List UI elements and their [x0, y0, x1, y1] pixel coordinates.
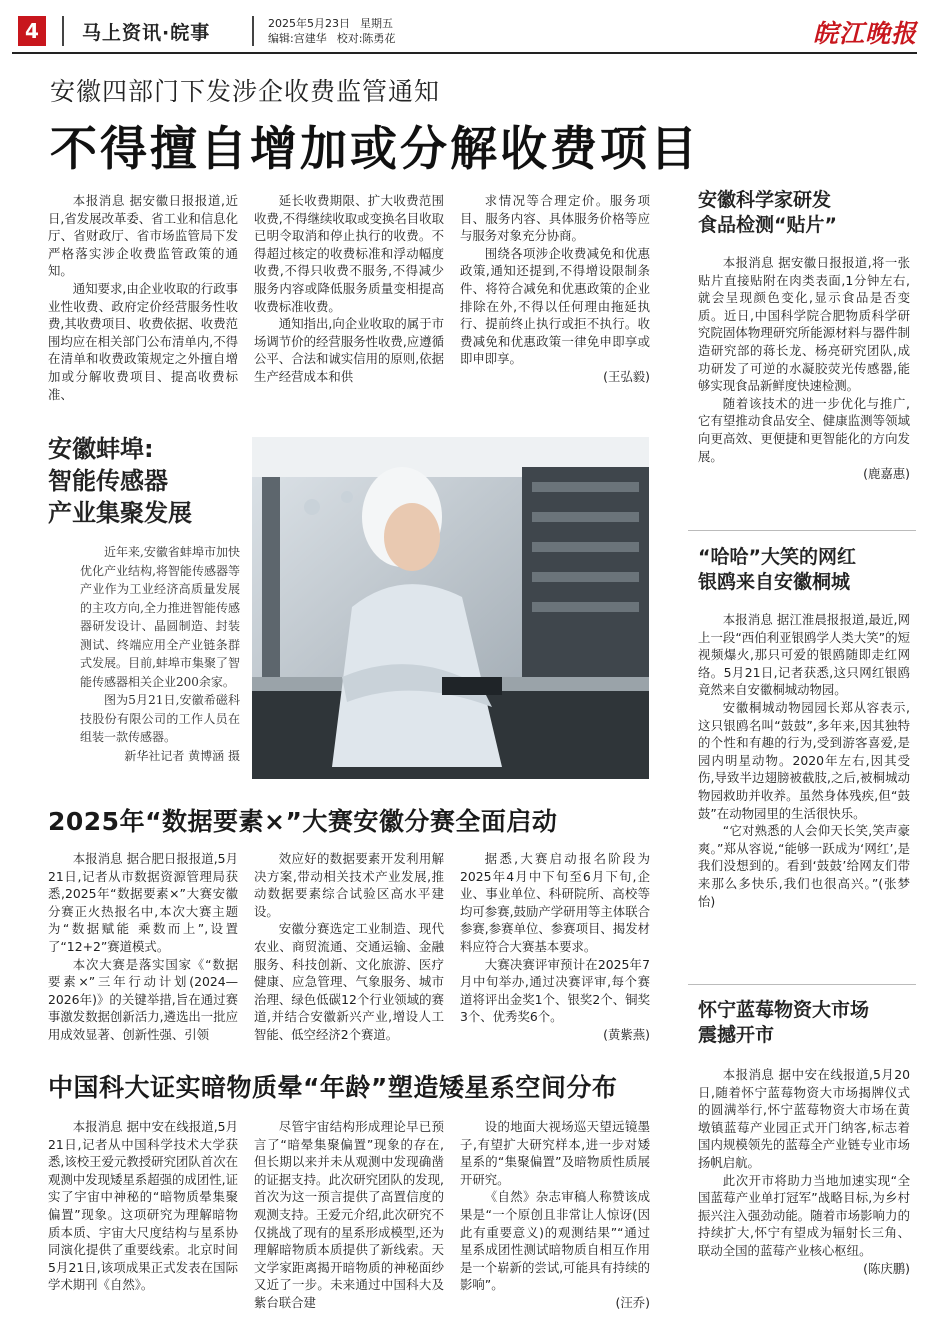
paragraph: 围绕各项涉企收费减免和优惠政策,通知还提到,不得增设限制条件、将符合减免和优惠政策的企业排除在外,不得以任何理由拖延执行、提前终止执行或拒不执行。收费减免和优惠政策一律免申即享或即申即享。 [460, 245, 650, 367]
sidebar-title-line: 震撼开市 [698, 1024, 775, 1046]
factory-worker-photo [252, 437, 649, 779]
feature-title-line: 产业集聚发展 [48, 499, 192, 527]
sidebar-3-title [698, 998, 908, 1048]
paragraph: 图为5月21日,安徽希磁科技股份有限公司的工作人员在组装一款传感器。 [80, 693, 240, 744]
byline: (黄紫燕) [603, 1026, 650, 1042]
sidebar-1-body [698, 254, 910, 483]
editor: 编辑:宫建华 [268, 32, 327, 45]
masthead-logo: 皖江晚报 [812, 19, 917, 48]
lead-headline: 不得擅自增加或分解收费项目 [50, 122, 700, 177]
page-number: 4 [18, 16, 46, 46]
paragraph: 《自然》杂志审稿人称赞该成果是“一个原创且非常让人惊讶(因此有重要意义)的观测结果”“通过星系成团性测试暗物质自相互作用是一个崭新的尝试,可能具有持续的影响”。 [460, 1189, 650, 1293]
data-contest-column-3 [460, 850, 650, 1044]
feature-title-line: 智能传感器 [48, 467, 168, 495]
lead-column-2 [254, 192, 444, 386]
dark-matter-column-3 [460, 1118, 650, 1312]
byline: (陈庆鹏) [863, 1260, 910, 1276]
divider [62, 16, 64, 46]
paragraph: 本报消息 据中安在线报道,5月20日,随着怀宁蓝莓物资大市场揭牌仪式的圆满举行,怀宁蓝莓物资大市场在黄墩镇蓝莓产业园正式开门纳客,标志着国内规模领先的蓝莓全产业链专业市场扬帆启航。 [698, 1067, 910, 1170]
byline: (王弘毅) [603, 368, 650, 384]
dark-matter-column-2 [254, 1118, 444, 1312]
sidebar-title-line: 食品检测“贴片” [698, 214, 837, 236]
header-rule [12, 52, 917, 54]
paragraph: 此次开市将助力当地加速实现“全国蓝莓产业单打冠军”战略目标,为乡村振兴注入强劲动能。随着市场影响力的持续扩大,怀宁有望成为辐射长三角、联动全国的蓝莓产业核心枢纽。 [698, 1172, 910, 1258]
sidebar-title-line: “哈哈”大笑的网红 [698, 546, 856, 568]
paragraph: 通知要求,由企业收取的行政事业性收费、政府定价经营服务性收费,其收费项目、收费依据、收费范围均应在相关部门公布清单内,不得在清单和收费政策规定之外擅自增加或分解收费项目、提高收费标准、 [48, 280, 238, 402]
sidebar-title-line: 银鸥来自安徽桐城 [698, 571, 851, 593]
divider [252, 16, 254, 46]
sidebar-rule [688, 530, 916, 531]
page-header [12, 14, 917, 52]
data-contest-column-2 [254, 850, 444, 1044]
paragraph: 延长收费期限、扩大收费范围收费,不得继续收取或变换名目收取已明令取消和停止执行的收费。不得超过核定的收费标准和浮动幅度收费,不得只收费不服务,不得减少服务内容或降低服务质量变相提高收费标准收费。 [254, 193, 444, 314]
lead-column-3 [460, 192, 650, 386]
photo-illustration [252, 437, 649, 779]
issue-weekday: 星期五 [360, 17, 393, 30]
feature-caption [80, 543, 240, 765]
feature-title-line: 安徽蚌埠: [48, 435, 154, 463]
sidebar-1-title [698, 188, 908, 238]
paragraph: 效应好的数据要素开发利用解决方案,带动相关技术产业发展,推动数据要素综合试验区高水平建设。 [254, 851, 444, 919]
paragraph: 通知指出,向企业收取的属于市场调节价的经营服务性收费,应遵循公平、合法和诚实信用的原则,依据生产经营成本和供 [254, 316, 444, 384]
paragraph: 安徽桐城动物园园长郑从容表示,这只银鸥名叫“鼓鼓”,多年来,因其独特的个性和有趣的行为,受到游客喜爱,是园内明星动物。2020年左右,因其受伤,导致半边翅膀被截肢,之后,被桐城动物园救助并收养。虽然身体残疾,但“鼓鼓”在动物园里的生活很快乐。 [698, 699, 910, 821]
paragraph: 安徽分赛选定工业制造、现代农业、商贸流通、交通运输、金融服务、科技创新、文化旅游、医疗健康、应急管理、气象服务、城市治理、绿色低碳12个行业领域的赛道,并结合安徽新兴产业,增设人工智能、低空经济2个赛道。 [254, 921, 444, 1042]
dark-matter-headline: 中国科大证实暗物质晕“年龄”塑造矮星系空间分布 [48, 1073, 618, 1102]
sidebar-title-line: 怀宁蓝莓物资大市场 [698, 999, 870, 1021]
paragraph: 求情况等合理定价。服务项目、服务内容、具体服务价格等应与服务对象充分协商。 [460, 193, 650, 244]
sidebar-title-line: 安徽科学家研发 [698, 189, 832, 211]
sidebar-rule [688, 984, 916, 985]
paragraph: 尽管宇宙结构形成理论早已预言了“暗晕集聚偏置”现象的存在,但长期以来并未从观测中发现确凿的证据支持。此次研究团队的发现,首次为这一预言提供了高置信度的观测支持。王爱元介绍,此次研究不仅挑战了现有的星系形成模型,还为理解暗物质本质提供了新线索。天文学家距离揭开暗物质的神秘面纱又近了一步。未来通过中国科大及紫台联合建 [254, 1119, 444, 1310]
byline: (鹿嘉惠) [863, 466, 910, 482]
lead-column-1 [48, 192, 238, 403]
paragraph: 大赛决赛评审预计在2025年7月中旬举办,通过决赛评审,每个赛道将评出金奖1个、银奖2个、铜奖3个、优秀奖6个。 [460, 956, 650, 1025]
sidebar-2-body [698, 611, 910, 910]
data-contest-column-1 [48, 850, 238, 1044]
proofreader: 校对:陈勇花 [336, 32, 396, 45]
photo-credit: 新华社记者 黄博涵 摄 [124, 748, 240, 763]
paragraph: 设的地面大视场巡天望远镜墨子,有望扩大研究样本,进一步对矮星系的“集聚偏置”及暗物质性质展开研究。 [460, 1119, 650, 1187]
issue-date: 2025年5月23日 [268, 17, 350, 30]
dark-matter-column-1 [48, 1118, 238, 1294]
feature-title [48, 433, 192, 529]
paragraph: 本报消息 据合肥日报报道,5月21日,记者从市数据资源管理局获悉,2025年“数据要素×”大赛安徽分赛正火热报名中,本次大赛主题为“数据赋能 乘数而上”,设置了“12+2”赛道模式。 [48, 851, 238, 954]
paragraph: 据悉,大赛启动报名阶段为2025年4月中下旬至6月下旬,企业、事业单位、科研院所、高校等均可参赛,鼓励产学研用等主体联合参赛,参赛单位、参赛项目、揭发材料应符合大赛基本要求。 [460, 851, 650, 954]
lead-kicker: 安徽四部门下发涉企收费监管通知 [50, 77, 441, 106]
section-name: 马上资讯·皖事 [82, 22, 211, 44]
paragraph: 本报消息 据安徽日报报道,将一张贴片直接贴附在肉类表面,1分钟左右,就会呈现颜色变化,显示食品是否变质。近日,中国科学院合肥物质科学研究院固体物理研究所能源材料与器件制造研究部的蒋长龙、杨亮研究团队,成功研发了可逆的水凝胶荧光传感器,能够实现食品新鲜度快速检测。 [698, 255, 910, 394]
paragraph: 本次大赛是落实国家《“数据要素×”三年行动计划(2024—2026年)》的关键举措,旨在通过赛事激发数据创新活力,遴选出一批应用成效显著、创新性强、引领 [48, 956, 238, 1042]
paragraph: 本报消息 据中安在线报道,5月21日,记者从中国科学技术大学获悉,该校王爱元教授研究团队首次在观测中发现矮星系超强的成团性,证实了宇宙中神秘的“暗物质晕集聚偏置”现象。这项研究为理解暗物质本质、宇宙大尺度结构与星系协同演化提供了重要线索。北京时间5月21日,该项成果正式发表在国际学术期刊《自然》。 [48, 1119, 238, 1293]
paragraph: 随着该技术的进一步优化与推广,它有望推动食品安全、健康监测等领域向更高效、更便捷和更智能化的方向发展。 [698, 395, 910, 464]
data-contest-headline: 2025年“数据要素×”大赛安徽分赛全面启动 [48, 807, 558, 836]
sidebar-2-title [698, 545, 908, 595]
paragraph: 本报消息 据安徽日报报道,近日,省发展改革委、省工业和信息化厅、省财政厅、省市场监管局下发严格落实涉企收费监管政策的通知。 [48, 193, 238, 279]
byline: (汪乔) [615, 1294, 650, 1310]
sidebar-3-body [698, 1066, 910, 1277]
paragraph: 本报消息 据江淮晨报报道,最近,网上一段“西伯利亚银鸥学人类大笑”的短视频爆火,那只可爱的银鸥随即走红网络。5月21日,记者获悉,这只网红银鸥竟然来自安徽桐城动物园。 [698, 612, 910, 698]
paragraph: “它对熟悉的人会仰天长笑,笑声豪爽。”郑从容说,“能够一跃成为‘网红’,是我们没想到的。看到‘鼓鼓’给网友们带来那么多快乐,我们也很高兴。”(张梦怡) [698, 823, 910, 909]
issue-meta [268, 16, 405, 46]
paragraph: 近年来,安徽省蚌埠市加快优化产业结构,将智能传感器等产业作为工业经济高质量发展的主攻方向,全力推进智能传感器研发设计、晶圆制造、封装测试、终端应用全产业链条群式发展。目前,蚌埠市集聚了智能传感器相关企业200余家。 [80, 545, 240, 689]
